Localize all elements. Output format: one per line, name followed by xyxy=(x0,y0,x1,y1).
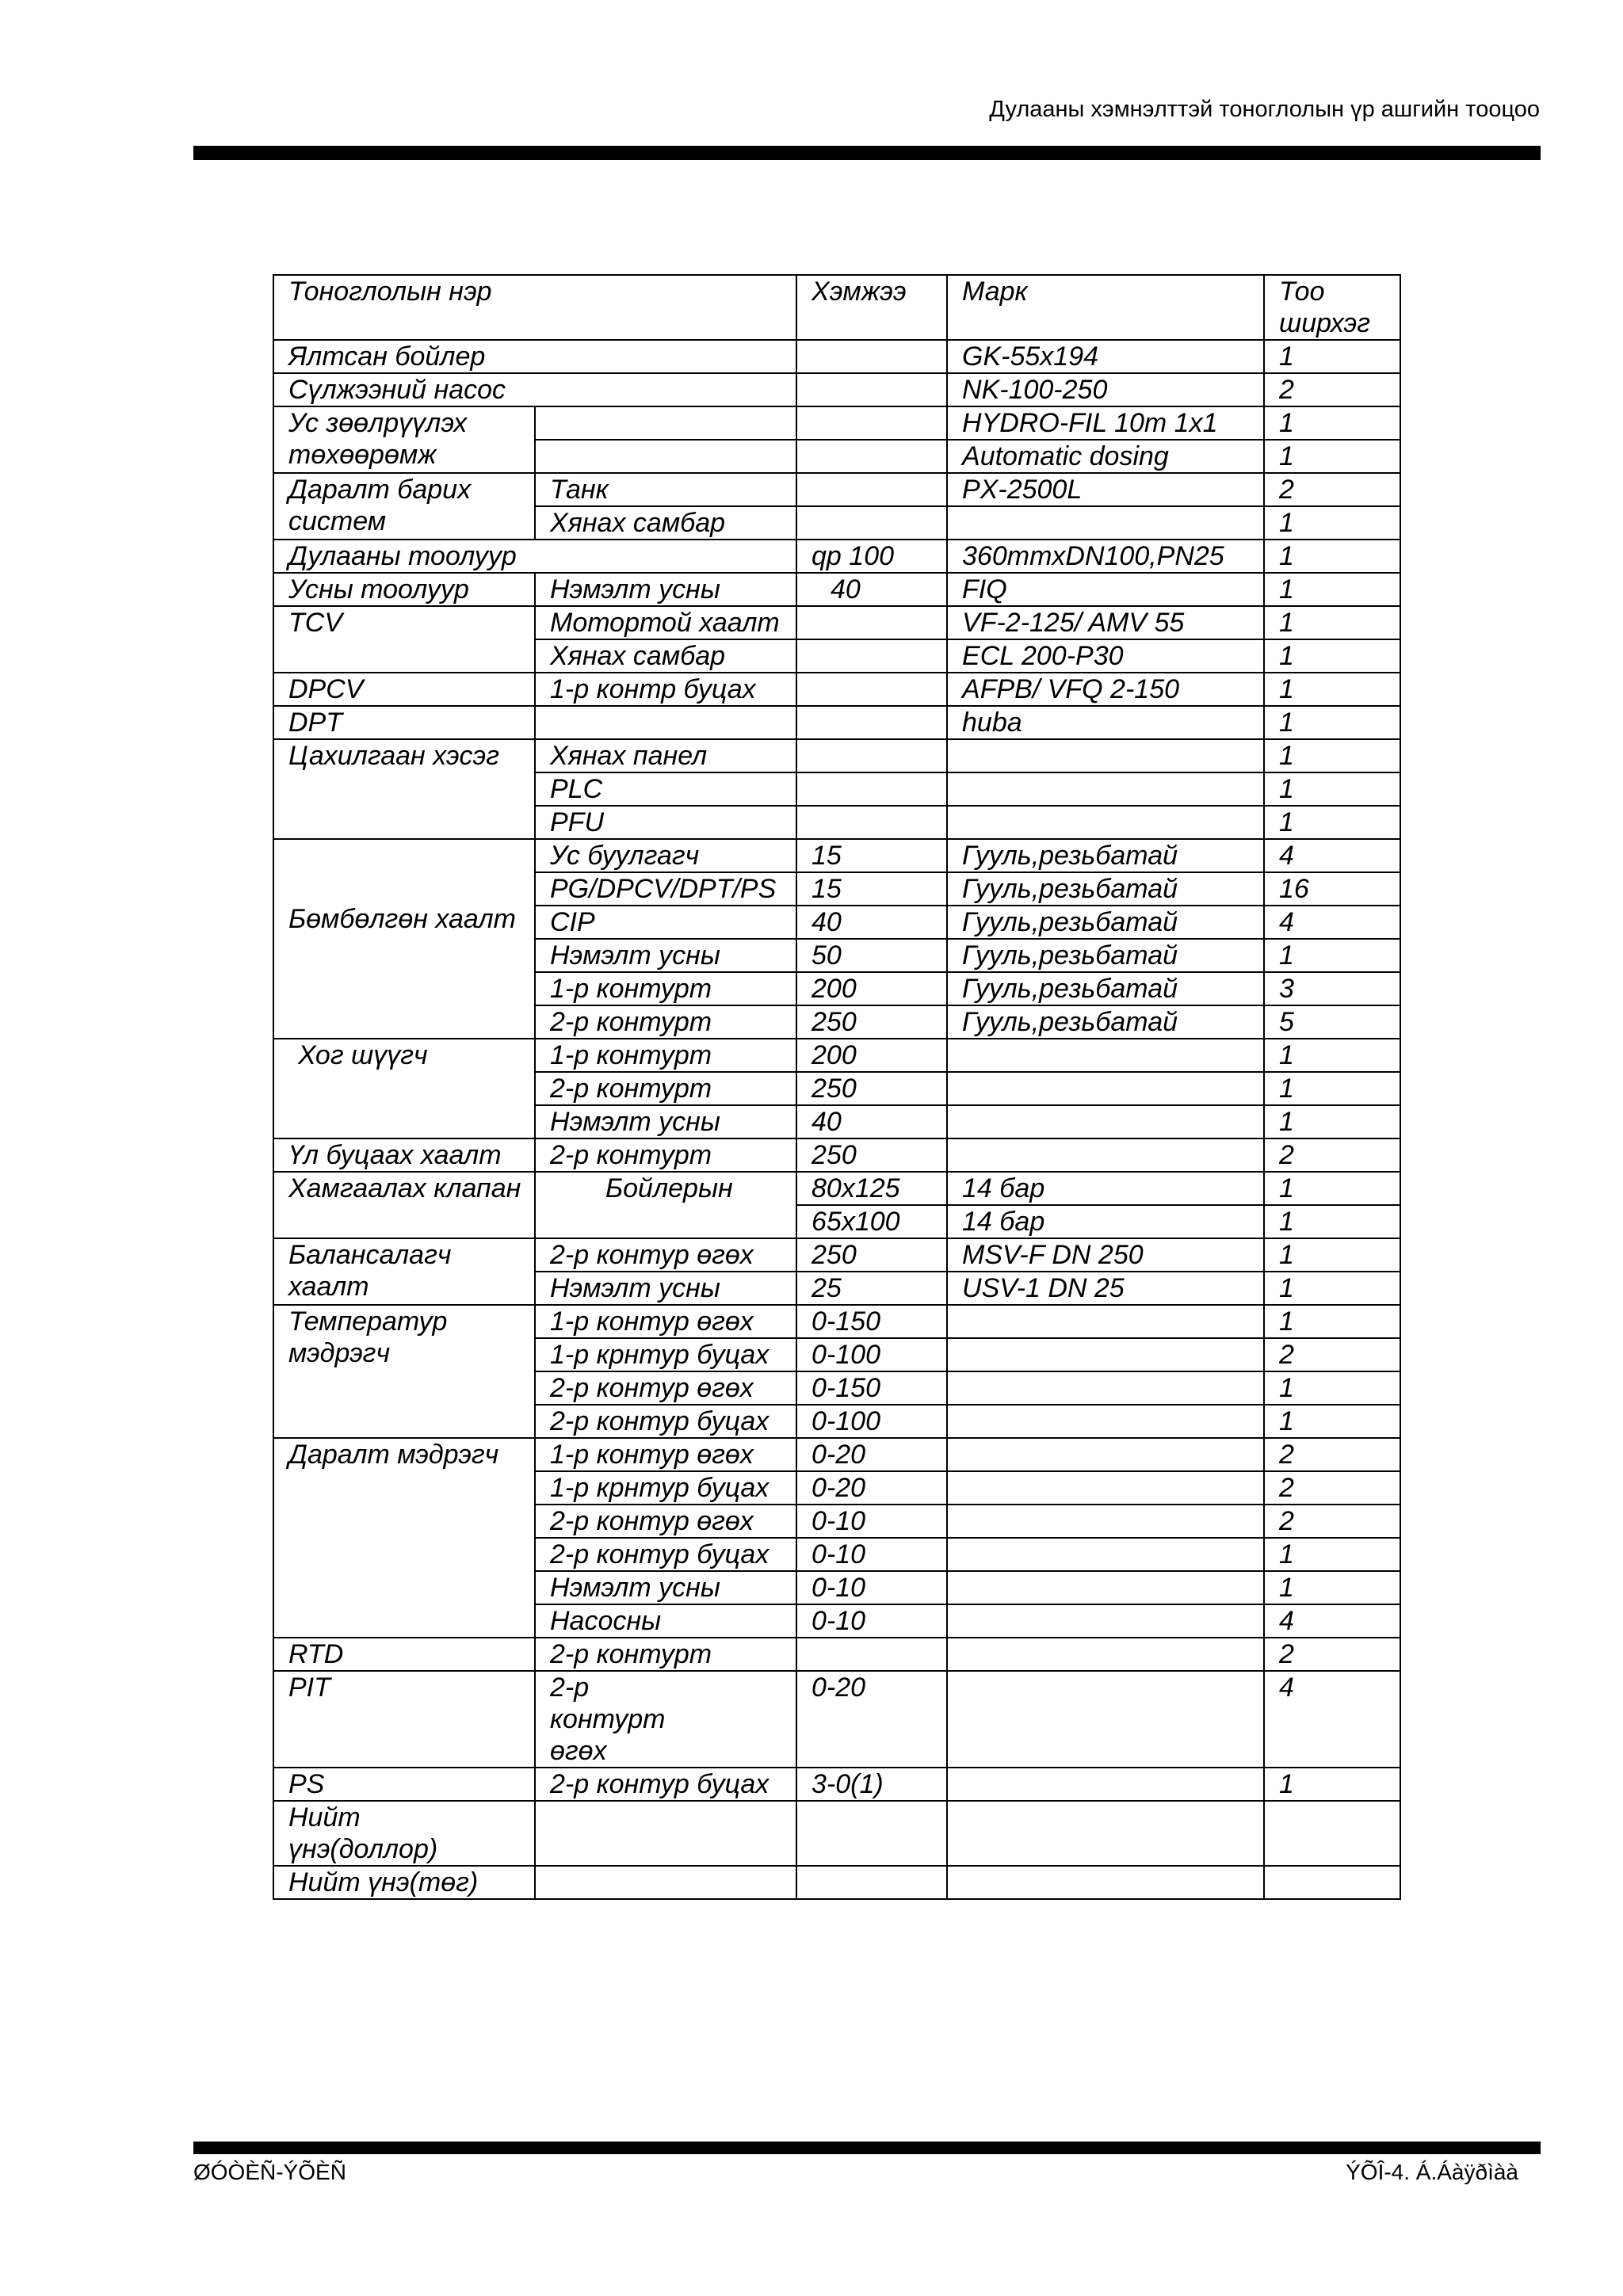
sub-cell: 1-р крнтур буцах xyxy=(535,1471,796,1505)
table-row xyxy=(273,606,1400,639)
equipment-name: Дулааны тоолуур xyxy=(273,540,796,573)
qty-cell: 1 xyxy=(1264,772,1400,806)
size-cell xyxy=(796,673,947,706)
header-rule xyxy=(193,146,1541,160)
brand-cell xyxy=(947,739,1264,772)
qty-cell: 1 xyxy=(1264,806,1400,839)
qty-cell xyxy=(1264,1801,1400,1866)
equipment-name: DPCV xyxy=(273,673,535,706)
brand-cell xyxy=(947,1538,1264,1571)
brand-cell xyxy=(947,1571,1264,1604)
qty-cell: 1 xyxy=(1264,506,1400,540)
brand-cell: 360mmxDN100,PN25 xyxy=(947,540,1264,573)
size-cell xyxy=(796,739,947,772)
qty-cell: 1 xyxy=(1264,406,1400,440)
equipment-name: Ялтсан бойлер xyxy=(273,340,796,373)
brand-cell xyxy=(947,806,1264,839)
sub-cell: Ус буулгагч xyxy=(535,839,796,872)
qty-cell: 5 xyxy=(1264,1005,1400,1039)
sub-cell: 1-р крнтур буцах xyxy=(535,1338,796,1371)
qty-cell: 4 xyxy=(1264,839,1400,872)
size-cell: 0-20 xyxy=(796,1438,947,1471)
sub-cell xyxy=(535,440,796,473)
equipment-table xyxy=(273,274,1401,1900)
equipment-name: Даралт мэдрэгч xyxy=(273,1438,535,1638)
qty-cell: 2 xyxy=(1264,1338,1400,1371)
sub-cell: 2-р контур буцах xyxy=(535,1538,796,1571)
brand-cell xyxy=(947,1105,1264,1138)
sub-cell: 2-р контур өгөх xyxy=(535,1371,796,1405)
brand-cell: huba xyxy=(947,706,1264,739)
sub-cell xyxy=(535,406,796,440)
size-cell xyxy=(796,1638,947,1671)
brand-cell: Гууль,резьбатай xyxy=(947,1005,1264,1039)
equipment-name: Даралт барих систем xyxy=(273,473,535,540)
table-row xyxy=(273,1801,1400,1866)
equipment-name: Хамгаалах клапан xyxy=(273,1172,535,1238)
qty-cell: 2 xyxy=(1264,373,1400,406)
table-header-row xyxy=(273,275,1400,340)
qty-cell: 1 xyxy=(1264,1105,1400,1138)
sub-cell xyxy=(535,1801,796,1866)
qty-cell: 1 xyxy=(1264,706,1400,739)
total-usd-label: Нийт үнэ(доллор) xyxy=(273,1801,535,1866)
size-cell: 0-20 xyxy=(796,1471,947,1505)
qty-cell: 1 xyxy=(1264,606,1400,639)
brand-cell xyxy=(947,1866,1264,1899)
brand-cell: NK-100-250 xyxy=(947,373,1264,406)
brand-cell xyxy=(947,1039,1264,1072)
size-cell: qp 100 xyxy=(796,540,947,573)
size-cell xyxy=(796,506,947,540)
table-row xyxy=(273,839,1400,872)
footer-left-text: ØÓÒÈÑ-ÝÕÈÑ xyxy=(193,2160,346,2184)
qty-cell: 1 xyxy=(1264,340,1400,373)
size-cell: 15 xyxy=(796,839,947,872)
sub-cell: 2-р контур өгөх xyxy=(535,1505,796,1538)
brand-cell xyxy=(947,1801,1264,1866)
size-cell: 40 xyxy=(796,906,947,939)
qty-cell: 1 xyxy=(1264,573,1400,606)
running-header: Дулааны хэмнэлттэй тоноглолын үр ашгийн тооцоо xyxy=(989,97,1540,122)
sub-cell: 2-р контур буцах xyxy=(535,1405,796,1438)
equipment-name: TCV xyxy=(273,606,535,673)
qty-cell: 2 xyxy=(1264,1505,1400,1538)
sub-cell: Бойлерын xyxy=(535,1172,796,1238)
size-cell: 40 xyxy=(796,573,947,606)
sub-cell: 1-р контур өгөх xyxy=(535,1438,796,1471)
column-header: Тоо ширхэг xyxy=(1264,275,1400,340)
qty-cell: 1 xyxy=(1264,639,1400,673)
qty-cell: 2 xyxy=(1264,1138,1400,1172)
table-row xyxy=(273,573,1400,606)
qty-cell: 1 xyxy=(1264,1768,1400,1801)
qty-cell: 1 xyxy=(1264,673,1400,706)
qty-cell xyxy=(1264,1866,1400,1899)
total-mnt-label: Нийт үнэ(төг) xyxy=(273,1866,535,1899)
size-cell: 0-10 xyxy=(796,1604,947,1638)
brand-cell xyxy=(947,1072,1264,1105)
brand-cell: Гууль,резьбатай xyxy=(947,872,1264,906)
qty-cell: 2 xyxy=(1264,473,1400,506)
size-cell: 0-150 xyxy=(796,1305,947,1338)
brand-cell xyxy=(947,1405,1264,1438)
column-header: Марк xyxy=(947,275,1264,340)
size-cell: 0-10 xyxy=(796,1538,947,1571)
size-cell xyxy=(796,606,947,639)
table-row xyxy=(273,1638,1400,1671)
brand-cell xyxy=(947,506,1264,540)
sub-cell: Хянах самбар xyxy=(535,506,796,540)
brand-cell xyxy=(947,1505,1264,1538)
qty-cell: 4 xyxy=(1264,906,1400,939)
table-row xyxy=(273,373,1400,406)
size-cell: 200 xyxy=(796,1039,947,1072)
sub-cell: 2-р контурт xyxy=(535,1638,796,1671)
table-row xyxy=(273,1138,1400,1172)
brand-cell: Гууль,резьбатай xyxy=(947,906,1264,939)
sub-cell: 1-р контр буцах xyxy=(535,673,796,706)
table-row xyxy=(273,1238,1400,1272)
size-cell: 25 xyxy=(796,1272,947,1305)
size-cell: 15 xyxy=(796,872,947,906)
brand-cell: Automatic dosing xyxy=(947,440,1264,473)
size-cell xyxy=(796,706,947,739)
size-cell: 40 xyxy=(796,1105,947,1138)
sub-cell: Мотортой хаалт xyxy=(535,606,796,639)
brand-cell: ECL 200-P30 xyxy=(947,639,1264,673)
qty-cell: 1 xyxy=(1264,1238,1400,1272)
size-cell: 250 xyxy=(796,1072,947,1105)
size-cell xyxy=(796,373,947,406)
size-cell: 250 xyxy=(796,1005,947,1039)
equipment-name: PS xyxy=(273,1768,535,1801)
brand-cell xyxy=(947,1604,1264,1638)
size-cell xyxy=(796,1866,947,1899)
equipment-name: Хог шүүгч xyxy=(273,1039,535,1138)
sub-cell: 1-р контурт xyxy=(535,972,796,1005)
brand-cell: HYDRO-FIL 10m 1x1 xyxy=(947,406,1264,440)
sub-cell: 1-р контурт xyxy=(535,1039,796,1072)
table-row xyxy=(273,1866,1400,1899)
qty-cell: 1 xyxy=(1264,1072,1400,1105)
table-row xyxy=(273,673,1400,706)
table-row xyxy=(273,473,1400,506)
column-header: Хэмжээ xyxy=(796,275,947,340)
qty-cell: 1 xyxy=(1264,440,1400,473)
size-cell xyxy=(796,806,947,839)
sub-cell: 2-р контурт xyxy=(535,1005,796,1039)
brand-cell: Гууль,резьбатай xyxy=(947,839,1264,872)
table-row xyxy=(273,340,1400,373)
size-cell: 250 xyxy=(796,1238,947,1272)
sub-cell xyxy=(535,1866,796,1899)
qty-cell: 1 xyxy=(1264,1172,1400,1205)
sub-cell: 1-р контур өгөх xyxy=(535,1305,796,1338)
size-cell xyxy=(796,340,947,373)
qty-cell: 1 xyxy=(1264,540,1400,573)
sub-cell: Хянах самбар xyxy=(535,639,796,673)
table-row xyxy=(273,406,1400,440)
sub-cell: 2-р контур буцах xyxy=(535,1768,796,1801)
qty-cell: 4 xyxy=(1264,1604,1400,1638)
qty-cell: 1 xyxy=(1264,1538,1400,1571)
size-cell: 0-20 xyxy=(796,1671,947,1768)
qty-cell: 3 xyxy=(1264,972,1400,1005)
sub-cell: 2-р контур өгөх xyxy=(535,1238,796,1272)
size-cell xyxy=(796,440,947,473)
size-cell xyxy=(796,1801,947,1866)
table-row xyxy=(273,706,1400,739)
equipment-name: Бөмбөлгөн хаалт xyxy=(273,839,535,1039)
brand-cell: VF-2-125/ AMV 55 xyxy=(947,606,1264,639)
column-header: Тоноглолын нэр xyxy=(273,275,796,340)
sub-cell: Нэмэлт усны xyxy=(535,1272,796,1305)
table-row xyxy=(273,1438,1400,1471)
table-row xyxy=(273,739,1400,772)
size-cell: 0-10 xyxy=(796,1505,947,1538)
sub-cell: Хянах панел xyxy=(535,739,796,772)
brand-cell xyxy=(947,1671,1264,1768)
equipment-name: DPT xyxy=(273,706,535,739)
sub-cell xyxy=(535,706,796,739)
brand-cell xyxy=(947,772,1264,806)
size-cell xyxy=(796,772,947,806)
qty-cell: 2 xyxy=(1264,1471,1400,1505)
equipment-name: Цахилгаан хэсэг xyxy=(273,739,535,839)
footer-right-text: ÝÕÎ-4. Á.Áàÿðìàà xyxy=(1346,2160,1518,2184)
qty-cell: 1 xyxy=(1264,1305,1400,1338)
size-cell: 50 xyxy=(796,939,947,972)
size-cell: 65x100 xyxy=(796,1205,947,1238)
brand-cell: USV-1 DN 25 xyxy=(947,1272,1264,1305)
brand-cell: Гууль,резьбатай xyxy=(947,939,1264,972)
equipment-name: PIT xyxy=(273,1671,535,1768)
brand-cell: MSV-F DN 250 xyxy=(947,1238,1264,1272)
size-cell: 0-150 xyxy=(796,1371,947,1405)
qty-cell: 2 xyxy=(1264,1638,1400,1671)
table-row xyxy=(273,1039,1400,1072)
sub-cell: Насосны xyxy=(535,1604,796,1638)
equipment-name: Балансалагч хаалт xyxy=(273,1238,535,1305)
size-cell: 0-100 xyxy=(796,1338,947,1371)
table-row xyxy=(273,1768,1400,1801)
qty-cell: 1 xyxy=(1264,739,1400,772)
sub-cell: PLC xyxy=(535,772,796,806)
footer-rule xyxy=(193,2142,1541,2154)
equipment-name: Үл буцаах хаалт xyxy=(273,1138,535,1172)
table-row xyxy=(273,1305,1400,1338)
brand-cell: GK-55x194 xyxy=(947,340,1264,373)
brand-cell xyxy=(947,1305,1264,1338)
brand-cell: PX-2500L xyxy=(947,473,1264,506)
qty-cell: 2 xyxy=(1264,1438,1400,1471)
brand-cell: FIQ xyxy=(947,573,1264,606)
brand-cell: 14 бар xyxy=(947,1205,1264,1238)
sub-cell: PFU xyxy=(535,806,796,839)
sub-cell: 2-р контурт xyxy=(535,1138,796,1172)
size-cell: 0-10 xyxy=(796,1571,947,1604)
equipment-name: RTD xyxy=(273,1638,535,1671)
sub-cell: 2-р контурт өгөх xyxy=(535,1671,796,1768)
sub-cell: Нэмэлт усны xyxy=(535,1105,796,1138)
qty-cell: 1 xyxy=(1264,1205,1400,1238)
brand-cell xyxy=(947,1768,1264,1801)
equipment-name: Ус зөөлрүүлэх төхөөрөмж xyxy=(273,406,535,473)
brand-cell xyxy=(947,1471,1264,1505)
table-row xyxy=(273,1671,1400,1768)
brand-cell: AFPB/ VFQ 2-150 xyxy=(947,673,1264,706)
sub-cell: PG/DPCV/DPT/PS xyxy=(535,872,796,906)
brand-cell: 14 бар xyxy=(947,1172,1264,1205)
equipment-name: Усны тоолуур xyxy=(273,573,535,606)
equipment-name: Сүлжээний насос xyxy=(273,373,796,406)
size-cell: 0-100 xyxy=(796,1405,947,1438)
qty-cell: 1 xyxy=(1264,939,1400,972)
qty-cell: 1 xyxy=(1264,1371,1400,1405)
sub-cell: Нэмэлт усны xyxy=(535,573,796,606)
equipment-name: Температур мэдрэгч xyxy=(273,1305,535,1438)
qty-cell: 1 xyxy=(1264,1039,1400,1072)
size-cell: 80x125 xyxy=(796,1172,947,1205)
sub-cell: Танк xyxy=(535,473,796,506)
size-cell: 200 xyxy=(796,972,947,1005)
size-cell xyxy=(796,639,947,673)
qty-cell: 1 xyxy=(1264,1272,1400,1305)
size-cell: 3-0(1) xyxy=(796,1768,947,1801)
sub-cell: 2-р контурт xyxy=(535,1072,796,1105)
sub-cell: Нэмэлт усны xyxy=(535,939,796,972)
table-row xyxy=(273,540,1400,573)
size-cell xyxy=(796,406,947,440)
size-cell: 250 xyxy=(796,1138,947,1172)
brand-cell: Гууль,резьбатай xyxy=(947,972,1264,1005)
qty-cell: 16 xyxy=(1264,872,1400,906)
brand-cell xyxy=(947,1338,1264,1371)
table-row xyxy=(273,1172,1400,1205)
sub-cell: CIP xyxy=(535,906,796,939)
brand-cell xyxy=(947,1138,1264,1172)
size-cell xyxy=(796,473,947,506)
brand-cell xyxy=(947,1638,1264,1671)
brand-cell xyxy=(947,1438,1264,1471)
qty-cell: 4 xyxy=(1264,1671,1400,1768)
qty-cell: 1 xyxy=(1264,1405,1400,1438)
brand-cell xyxy=(947,1371,1264,1405)
sub-cell: Нэмэлт усны xyxy=(535,1571,796,1604)
qty-cell: 1 xyxy=(1264,1571,1400,1604)
